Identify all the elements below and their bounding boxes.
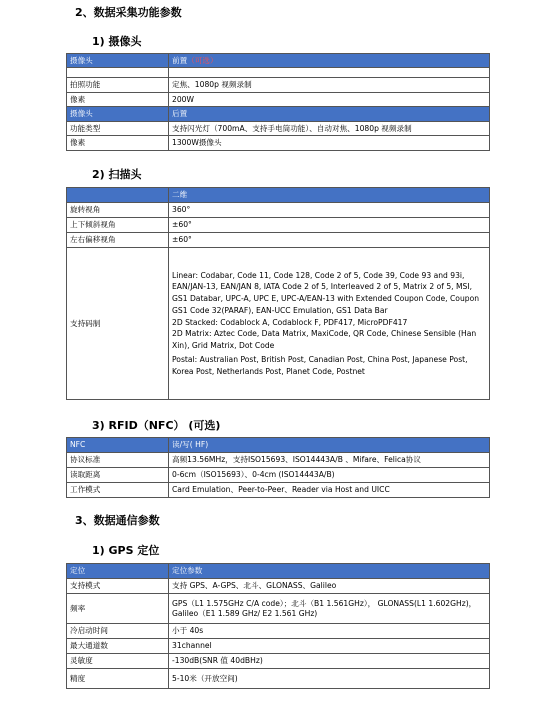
- table-row: [67, 654, 490, 669]
- gps-header-label: 定位: [67, 564, 169, 579]
- rfid-header-label: NFC: [67, 438, 169, 453]
- row-label: 功能类型: [67, 121, 169, 135]
- row-value: 高频13.56MHz，支持ISO15693、ISO14443A/B 、Mifare、Felica协议: [169, 453, 490, 468]
- scanner-table: [66, 187, 490, 400]
- row-label: 冷启动时间: [67, 624, 169, 639]
- table-row: [67, 669, 490, 689]
- rfid-title: 3) RFID（NFC） (可选): [92, 419, 221, 432]
- camera-table: [66, 53, 490, 151]
- gps-header-value: 定位参数: [169, 564, 490, 579]
- row-value: 0-6cm（ISO15693）、0-4cm (ISO14443A/B): [169, 468, 490, 483]
- row-label: 像素: [67, 92, 169, 106]
- table-row: [67, 218, 490, 233]
- row-value: ±60°: [169, 218, 490, 233]
- row-value: 支持 GPS、A-GPS、北斗、GLONASS、Galileo: [169, 579, 490, 594]
- table-row: [67, 233, 490, 248]
- row-value: 支持闪光灯（700mA、支持手电筒功能）、自动对焦、1080p 视频录制: [169, 121, 490, 135]
- row-label: 协议标准: [67, 453, 169, 468]
- table-row: [67, 248, 490, 400]
- gps-title: 1) GPS 定位: [92, 544, 160, 557]
- row-label: 工作模式: [67, 483, 169, 498]
- row-label: 旋转视角: [67, 203, 169, 218]
- rfid-header-value: 读/写( HF): [169, 438, 490, 453]
- spacer-cell: [67, 68, 169, 78]
- row-label: 支持模式: [67, 579, 169, 594]
- optional-note: （可选）: [187, 56, 218, 65]
- row-label: 灵敏度: [67, 654, 169, 669]
- table-row: [67, 468, 490, 483]
- row-label: 上下倾斜视角: [67, 218, 169, 233]
- scanner-header-value: 二维: [169, 188, 490, 203]
- table-row: [67, 92, 490, 106]
- rfid-header-row: [67, 438, 490, 453]
- row-value: 31channel: [169, 639, 490, 654]
- camera-front-header-value: [169, 54, 490, 68]
- matrix-codes: 2D Matrix: Aztec Code, Data Matrix, MaxiCode, QR Code, Chinese Sensible (Han Xin), Grid Matrix, Dot Code: [172, 329, 477, 351]
- table-row: [67, 78, 490, 92]
- row-label: 拍照功能: [67, 78, 169, 92]
- table-row: [67, 203, 490, 218]
- supported-codes: [169, 248, 490, 400]
- table-row: [67, 639, 490, 654]
- row-label: 支持码制: [67, 248, 169, 400]
- section-2-title: 2、数据采集功能参数: [75, 6, 182, 19]
- camera-rear-header-label: 摄像头: [67, 107, 169, 121]
- row-value: GPS（L1 1.575GHz C/A code）；北斗（B1 1.561GHz）， GLONASS(L1 1.602GHz)，Galileo（E1 1.589 GHz/ E2 1.561 GHz): [169, 594, 490, 624]
- camera-front-header-label: 摄像头: [67, 54, 169, 68]
- stacked-codes: 2D Stacked: Codablock A, Codablock F, PDF417, MicroPDF417: [172, 317, 408, 327]
- scanner-header-label: [67, 188, 169, 203]
- gps-table: [66, 563, 490, 689]
- table-row: [67, 624, 490, 639]
- row-value: 360°: [169, 203, 490, 218]
- linear-codes: Linear: Codabar, Code 11, Code 128, Code 2 of 5, Code 39, Code 93 and 93i, EAN/JAN-13, EAN/JAN 8, IATA Code 2 of 5, Interleaved 2 of 5, Matrix 2 of 5, MSI, GS1 Databar, UPC-A, UPC E, UPC-A/EAN-13 with Extended Coupon Code, Coupon GS1 Code 32(PARAF), EAN-UCC Emulation, GS1 Data Bar: [172, 270, 480, 315]
- camera-spacer-row: [67, 68, 490, 78]
- row-value: -130dB(SNR 值 40dBHz): [169, 654, 490, 669]
- camera-rear-header-value: 后置: [169, 107, 490, 121]
- scanner-header-row: [67, 188, 490, 203]
- table-row: [67, 136, 490, 150]
- front-label: 前置: [172, 56, 188, 65]
- row-value: 定焦、1080p 视频录制: [169, 78, 490, 92]
- scanner-title: 2) 扫描头: [92, 168, 142, 181]
- table-row: [67, 579, 490, 594]
- row-value: 5-10米（开放空间): [169, 669, 490, 689]
- row-label: 精度: [67, 669, 169, 689]
- row-value: 200W: [169, 92, 490, 106]
- spacer-cell: [169, 68, 490, 78]
- row-label: 左右偏移视角: [67, 233, 169, 248]
- row-label: 像素: [67, 136, 169, 150]
- camera-rear-header-row: [67, 107, 490, 121]
- camera-front-header-row: [67, 54, 490, 68]
- table-row: [67, 594, 490, 624]
- rfid-table: [66, 437, 490, 498]
- postal-codes: Postal: Australian Post, British Post, Canadian Post, China Post, Japanese Post, Korea Post, Netherlands Post, Planet Code, Postnet: [172, 354, 468, 376]
- row-value: ±60°: [169, 233, 490, 248]
- section-3-title: 3、数据通信参数: [75, 514, 160, 527]
- table-row: [67, 121, 490, 135]
- row-value: Card Emulation、Peer-to-Peer、Reader via Host and UICC: [169, 483, 490, 498]
- row-label: 频率: [67, 594, 169, 624]
- row-label: 最大通道数: [67, 639, 169, 654]
- table-row: [67, 453, 490, 468]
- camera-title: 1) 摄像头: [92, 35, 142, 48]
- gps-header-row: [67, 564, 490, 579]
- row-value: 小于 40s: [169, 624, 490, 639]
- row-label: 读取距离: [67, 468, 169, 483]
- row-value: 1300W摄像头: [169, 136, 490, 150]
- table-row: [67, 483, 490, 498]
